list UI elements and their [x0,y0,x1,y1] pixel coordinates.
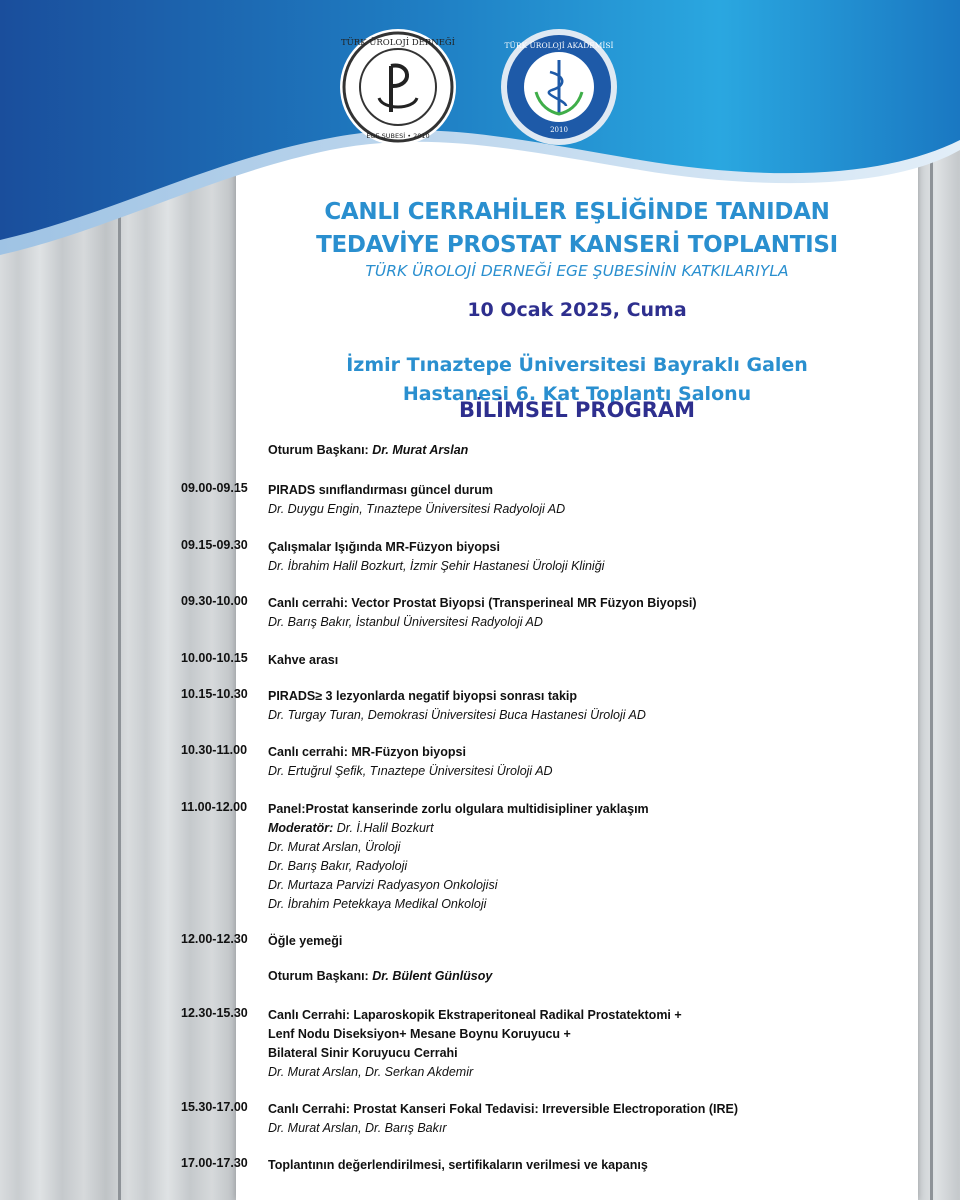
moderator-label: Moderatör: [268,821,334,835]
event-venue [236,322,918,409]
item-speaker: Dr. Murat Arslan, Dr. Serkan Akdemir [268,1065,474,1079]
logo-text: TÜRK ÜROLOJİ AKADEMİSİ [504,41,614,50]
panelist: Dr. Murat Arslan, Üroloji [268,840,401,854]
item-title: Toplantının değerlendirilmesi, sertifikaların verilmesi ve kapanış [268,1158,648,1172]
item-speaker: Dr. Barış Bakır, İstanbul Üniversitesi Radyoloji AD [268,615,543,629]
item-time: 17.00-17.30 [181,1156,248,1170]
item-title: Canlı Cerrahi: Prostat Kanseri Fokal Tedavisi: Irreversible Electroporation (IRE) [268,1102,739,1116]
item-title: Öğle yemeği [268,934,343,948]
item-time: 15.30-17.00 [181,1100,248,1114]
item-speaker: Dr. Murat Arslan, Dr. Barış Bakır [268,1121,447,1135]
item-title: Canlı cerrahi: Vector Prostat Biyopsi (Transperineal MR Füzyon Biyopsi) [268,596,697,610]
program-heading: BİLİMSEL PROGRAM [458,398,696,422]
item-title: Panel:Prostat kanserinde zorlu olgulara multidisipliner yaklaşım [268,802,649,816]
event-title [236,196,918,262]
panelist: Dr. Barış Bakır, Radyoloji [268,859,408,873]
item-speaker: Dr. İbrahim Halil Bozkurt, İzmir Şehir Hastanesi Üroloji Kliniği [268,559,605,573]
item-title: PIRADS≥ 3 lezyonlarda negatif biyopsi sonrası takip [268,689,578,703]
logo-text: TÜRK ÜROLOJİ DERNEĞİ [340,38,456,48]
item-time: 10.30-11.00 [181,743,248,757]
item-title: Kahve arası [268,653,339,667]
item-title: PIRADS sınıflandırması güncel durum [268,483,494,497]
item-time: 10.15-10.30 [181,687,248,701]
moderator-name: Dr. İ.Halil Bozkurt [336,821,434,835]
item-time: 09.30-10.00 [181,594,248,608]
item-title: Canlı cerrahi: MR-Füzyon biyopsi [268,745,466,759]
item-time: 12.00-12.30 [181,932,248,946]
logo-text: EGE ŞUBESİ • 2010 [366,132,430,140]
item-title-line: Canlı Cerrahi: Laparoskopik Ekstraperitoneal Radikal Prostatektomi + [268,1008,682,1022]
item-speaker: Dr. Ertuğrul Şefik, Tınaztepe Üniversitesi Üroloji AD [268,764,553,778]
item-title-line: Lenf Nodu Diseksiyon+ Mesane Boynu Koruyucu + [268,1027,571,1041]
panelist: Dr. Murtaza Parvizi Radyasyon Onkolojisi [268,878,498,892]
item-title-line: Bilateral Sinir Koruyucu Cerrahi [268,1046,458,1060]
item-time: 12.30-15.30 [181,1006,248,1020]
venue-line: İzmir Tınaztepe Üniversitesi Bayraklı Galen [346,354,808,376]
title-line: CANLI CERRAHİLER EŞLİĞİNDE TANIDAN [324,199,830,225]
turk-uroloji-dernegi-logo [339,28,457,146]
logo-text: 2010 [550,126,568,134]
item-time: 09.15-09.30 [181,538,248,552]
item-title: Çalışmalar Işığında MR-Füzyon biyopsi [268,540,500,554]
event-date: 10 Ocak 2025, Cuma [467,299,687,321]
venue-line: Hastanesi 6. Kat Toplantı Salonu [402,383,752,405]
item-time: 09.00-09.15 [181,481,248,495]
item-time: 11.00-12.00 [181,800,248,814]
item-speaker: Dr. Duygu Engin, Tınaztepe Üniversitesi Radyoloji AD [268,502,566,516]
panelist: Dr. İbrahim Petekkaya Medikal Onkoloji [268,897,487,911]
event-subtitle: TÜRK ÜROLOJİ DERNEĞİ EGE ŞUBESİNİN KATKILARIYLA [365,262,789,280]
turk-uroloji-akademisi-logo [500,28,618,146]
item-speaker: Dr. Turgay Turan, Demokrasi Üniversitesi Buca Hastanesi Üroloji AD [268,708,646,722]
title-line: TEDAVİYE PROSTAT KANSERİ TOPLANTISI [316,232,838,258]
item-time: 10.00-10.15 [181,651,248,665]
